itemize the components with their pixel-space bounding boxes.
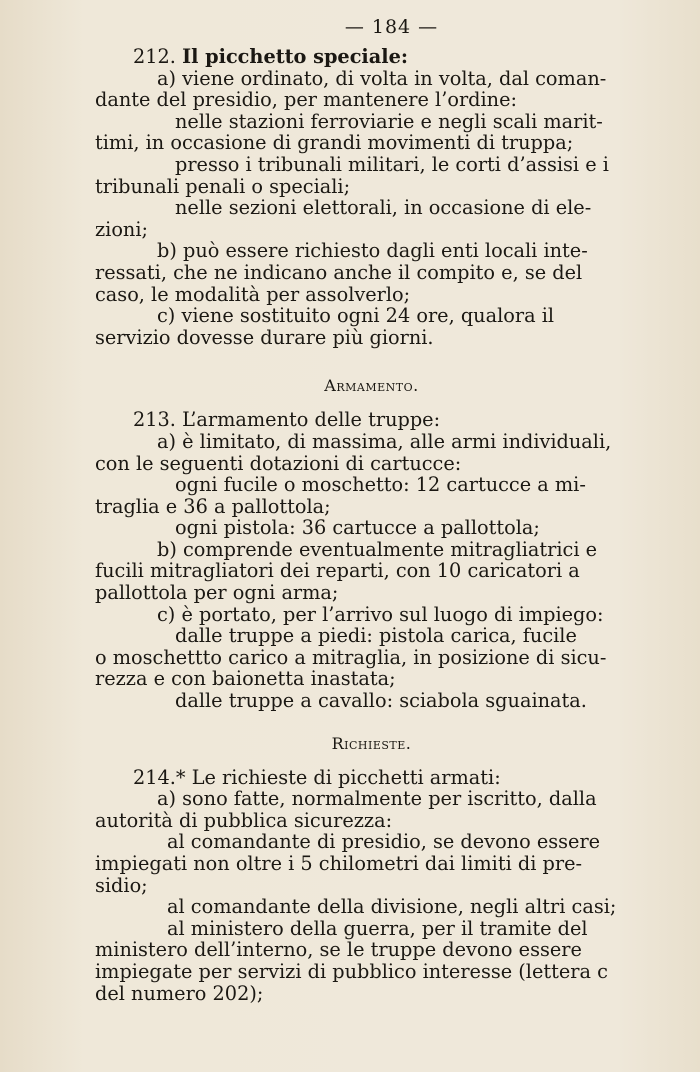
text-line: ogni fucile o moschetto: 12 cartucce a mi- bbox=[175, 473, 586, 497]
text-line: dalle truppe a piedi: pistola carica, fucile bbox=[175, 624, 577, 648]
section-title: Il picchetto speciale: bbox=[182, 45, 408, 68]
text-line: traglia e 36 a pallottola; bbox=[95, 494, 331, 518]
text-line: servizio dovesse durare più giorni. bbox=[95, 325, 434, 349]
section-214-heading bbox=[95, 767, 648, 789]
text-line: timi, in occasione di grandi movimenti di truppa; bbox=[95, 131, 574, 155]
text-line: nelle stazioni ferroviarie e negli scali marit- bbox=[175, 109, 603, 133]
text-line: a) sono fatte, normalmente per iscritto, dalla bbox=[157, 787, 597, 811]
text-line: dalle truppe a cavallo: sciabola sguainata. bbox=[175, 689, 587, 713]
text-line: fucili mitragliatori dei reparti, con 10 caricatori a bbox=[95, 559, 580, 583]
section-title: Le richieste di picchetti armati: bbox=[191, 765, 501, 789]
text-line: impiegate per servizi di pubblico interesse (lettera c bbox=[95, 959, 608, 983]
text-line: presso i tribunali militari, le corti d’assisi e i bbox=[175, 152, 609, 176]
text-line: a) è limitato, di massima, alle armi individuali, bbox=[157, 429, 612, 453]
text-line: ministero dell’interno, se le truppe devono essere bbox=[95, 938, 582, 962]
section-213-heading bbox=[95, 409, 648, 431]
text-line: b) può essere richiesto dagli enti locali inte- bbox=[157, 239, 588, 263]
text-line: impiegati non oltre i 5 chilometri dai limiti di pre- bbox=[95, 852, 582, 875]
text-line: caso, le modalità per assolverlo; bbox=[95, 282, 411, 306]
section-number: 214.* bbox=[133, 765, 186, 789]
section-number: 213. bbox=[133, 408, 176, 432]
text-line: ogni pistola: 36 cartucce a pallottola; bbox=[175, 516, 540, 540]
section-212-heading bbox=[95, 46, 648, 68]
text-line: o moschettto carico a mitraglia, in posizione di sicu- bbox=[95, 645, 607, 669]
text-line: nelle sezioni elettorali, in occasione di ele- bbox=[175, 196, 592, 220]
text-line: a) viene ordinato, di volta in volta, dal coman- bbox=[157, 66, 607, 90]
text-line: al comandante di presidio, se devono essere bbox=[167, 830, 601, 854]
text-line: c) è portato, per l’arrivo sul luogo di impiego: bbox=[157, 602, 604, 626]
text-line: dante del presidio, per mantenere l’ordine: bbox=[95, 88, 517, 112]
section-number: 212. bbox=[133, 45, 176, 68]
text-line: ressati, che ne indicano anche il compito e, se del bbox=[95, 260, 583, 284]
page-number: — 184 — bbox=[344, 16, 439, 38]
text-line: pallottola per ogni arma; bbox=[95, 581, 339, 605]
text-line: rezza e con baionetta inastata; bbox=[95, 667, 396, 691]
heading-richieste: Richieste. bbox=[331, 733, 412, 753]
text-line: del numero 202); bbox=[95, 981, 264, 1005]
text-line: tribunali penali o speciali; bbox=[95, 174, 351, 198]
heading-armamento: Armamento. bbox=[324, 376, 419, 396]
text-line: zioni; bbox=[95, 217, 149, 241]
text-line: b) comprende eventualmente mitragliatrici e bbox=[157, 537, 598, 561]
section-title: L’armamento delle truppe: bbox=[182, 408, 441, 432]
text-line: al ministero della guerra, per il tramite del bbox=[167, 916, 588, 940]
text-line: con le seguenti dotazioni di cartucce: bbox=[95, 451, 462, 475]
text-line: sidio; bbox=[95, 873, 148, 897]
text-line: autorità di pubblica sicurezza: bbox=[95, 808, 393, 832]
text-line: c) viene sostituito ogni 24 ore, qualora il bbox=[157, 304, 555, 328]
text-line: al comandante della divisione, negli altri casi; bbox=[167, 895, 617, 919]
